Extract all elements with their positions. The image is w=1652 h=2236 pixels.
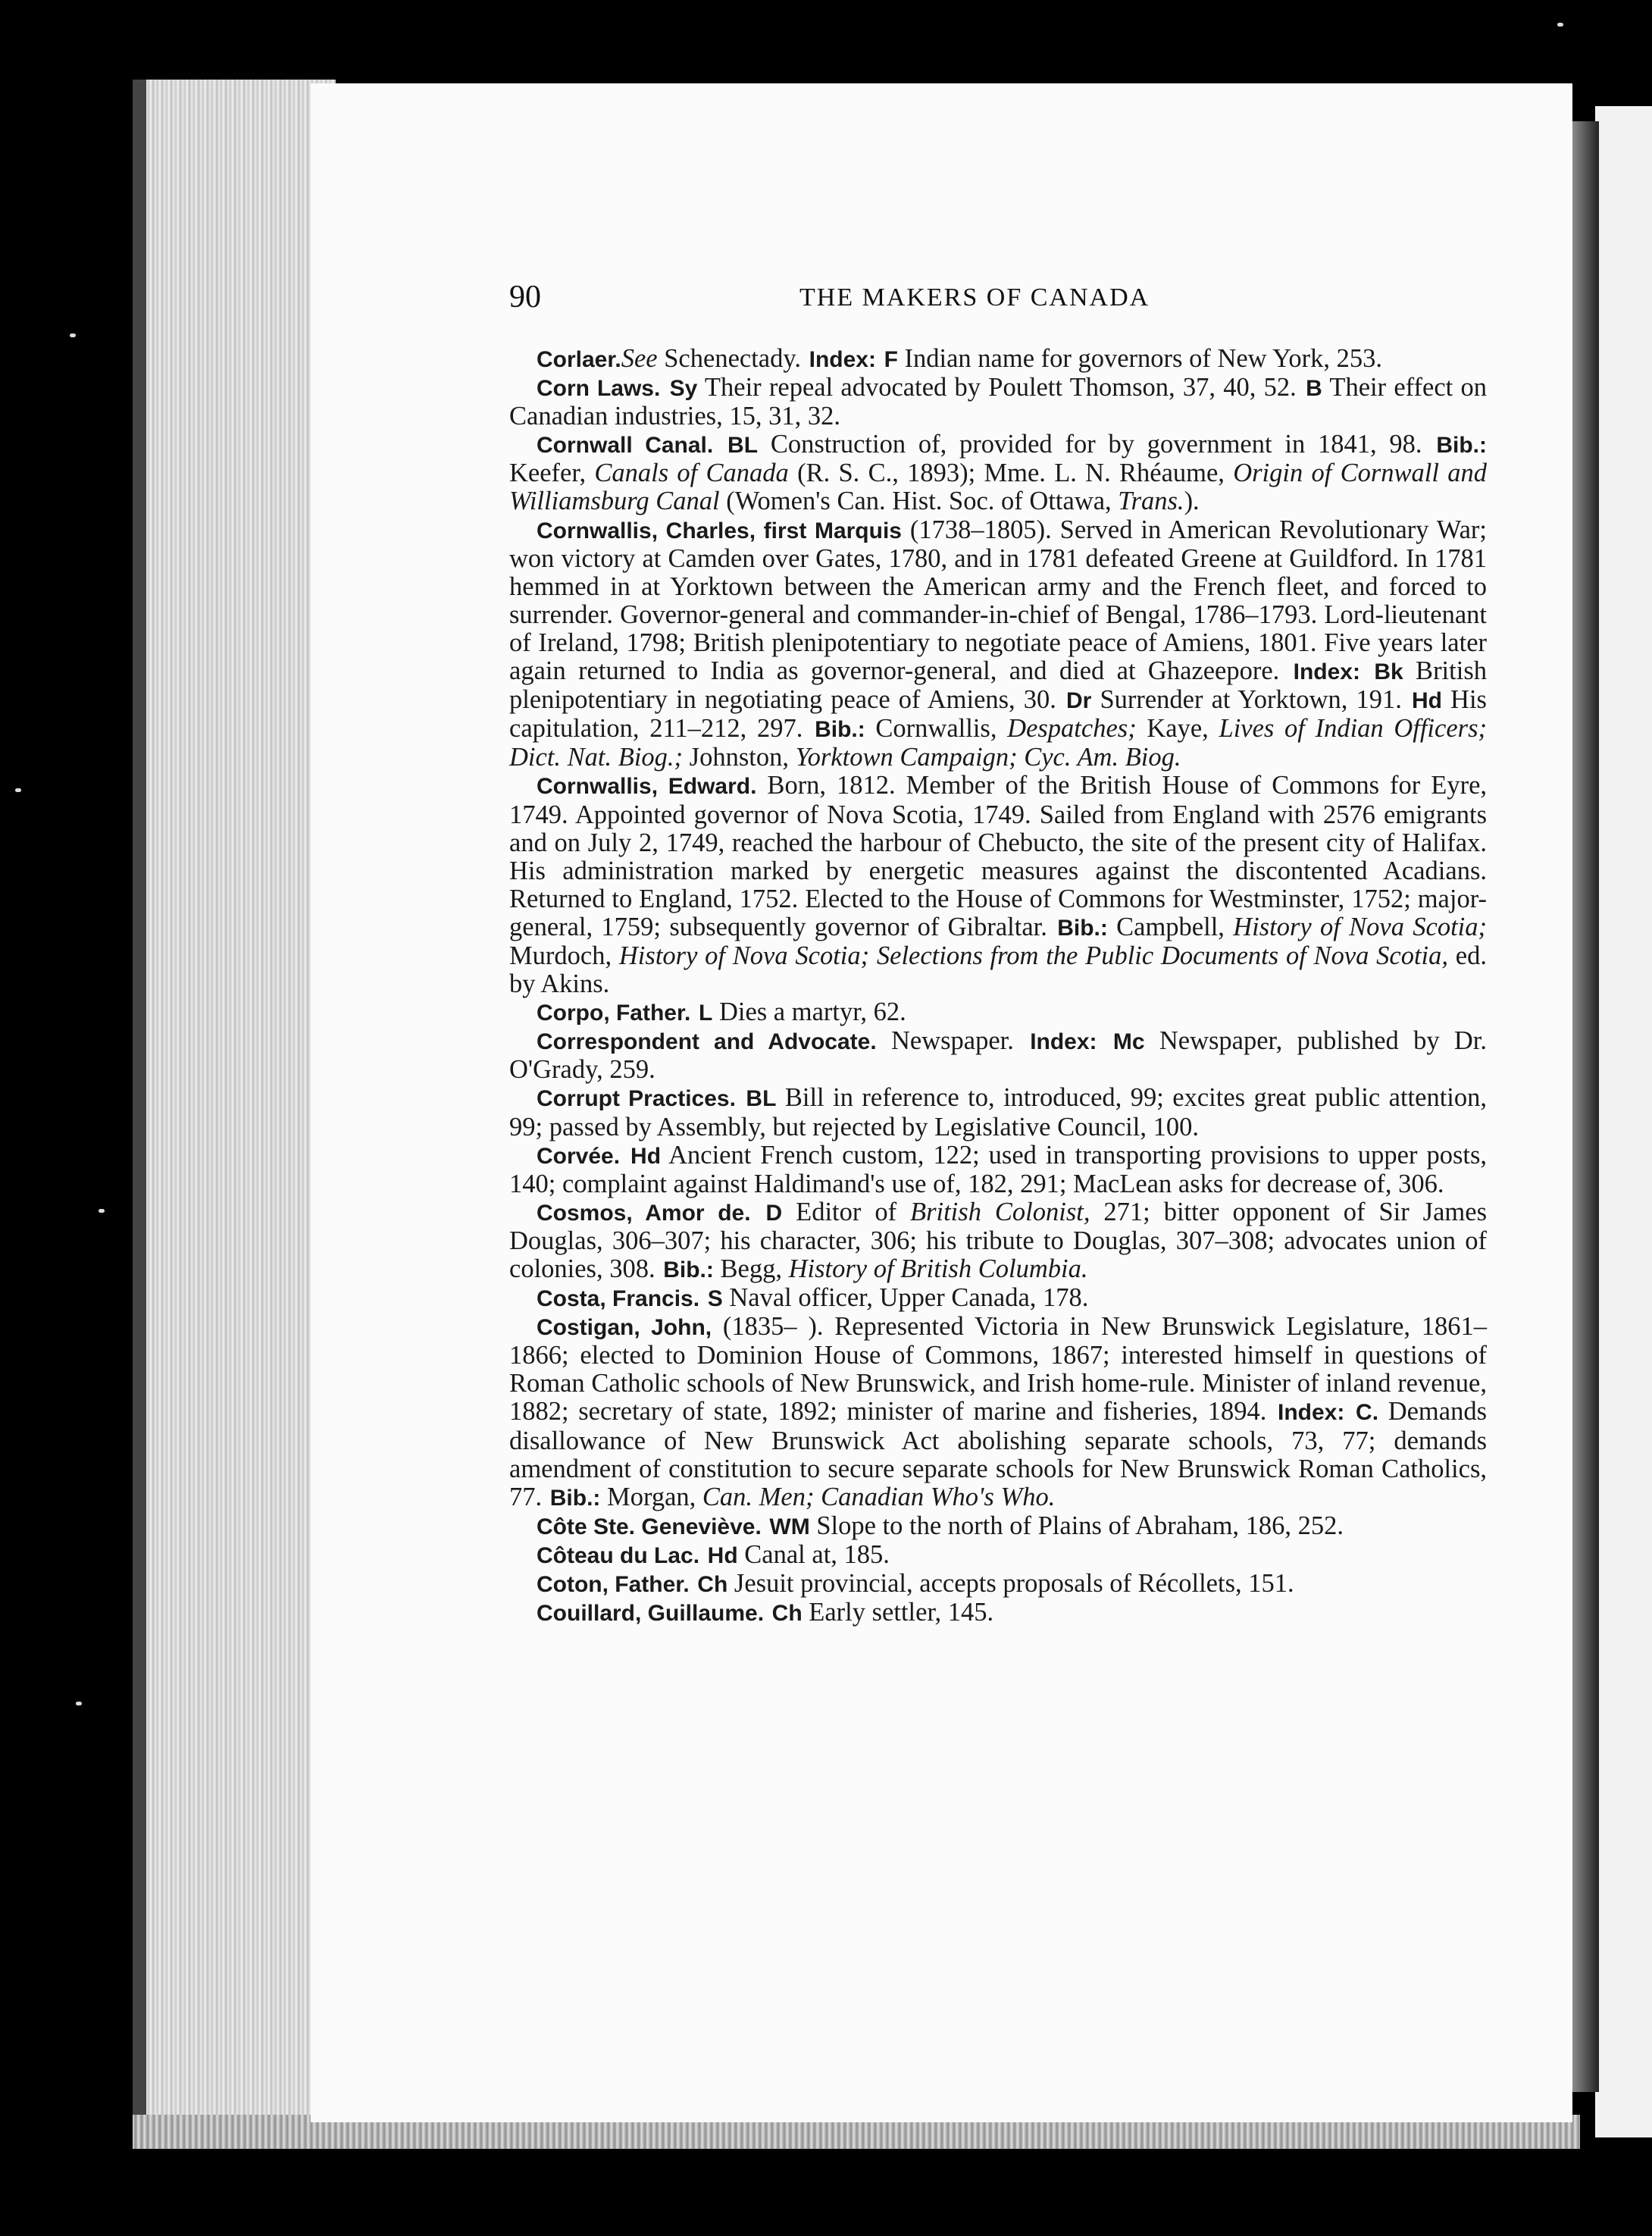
entry-title-italic: Yorktown Campaign; Cyc. Am. Biog. bbox=[795, 743, 1181, 772]
entry-text bbox=[876, 344, 883, 373]
entry-abbreviation: L bbox=[698, 1001, 713, 1026]
entry-text bbox=[1360, 656, 1372, 685]
entry-abbreviation: WM bbox=[769, 1514, 810, 1539]
page-number: 90 bbox=[509, 280, 541, 315]
entry-text: Morgan, bbox=[600, 1482, 702, 1511]
entry-text: Campbell, bbox=[1107, 912, 1234, 941]
entry-headword: Coton, Father. bbox=[537, 1572, 690, 1598]
entry-text: Early settler, 145. bbox=[802, 1598, 994, 1627]
entry-headword: Corpo, Father. bbox=[537, 1001, 691, 1026]
entry-text: Canal at, 185. bbox=[737, 1539, 890, 1569]
scan-speck bbox=[76, 1702, 82, 1705]
entry-abbreviation: Hd bbox=[707, 1542, 738, 1568]
entry-text: Cornwallis, bbox=[865, 714, 1008, 744]
entry-text: Jesuit provincial, accepts proposals of Récollets, 151. bbox=[727, 1569, 1294, 1599]
entry-text: His capitulation, 211–212, 297. bbox=[509, 685, 1487, 744]
index-entry bbox=[509, 345, 1487, 374]
entry-text bbox=[1097, 1026, 1112, 1055]
entry-text bbox=[764, 1598, 771, 1627]
entry-text: Johnston, bbox=[683, 743, 796, 772]
entry-title-italic: Origin of Cornwall and Williamsburg Canal bbox=[509, 459, 1488, 516]
entry-abbreviation: BL bbox=[727, 433, 759, 459]
entry-abbreviation: Bib.: bbox=[549, 1485, 601, 1511]
entry-abbreviation: Hd bbox=[1411, 688, 1442, 714]
entry-headword: Corrupt Practices. bbox=[537, 1086, 736, 1112]
entry-text: Slope to the north of Plains of Abraham, 186, 252. bbox=[809, 1511, 1344, 1540]
entry-text: Their effect on Canadian industries, 15, 31, 32. bbox=[509, 373, 1487, 431]
entry-text: Murdoch, bbox=[509, 941, 619, 970]
index-entry bbox=[509, 374, 1487, 431]
index-entry bbox=[509, 1512, 1487, 1541]
entry-title-italic: Canals of Canada bbox=[594, 459, 789, 488]
index-entry bbox=[509, 1084, 1487, 1141]
entry-abbreviation: Ch bbox=[697, 1572, 728, 1598]
entry-text: Surrender at Yorktown, 191. bbox=[1091, 685, 1410, 715]
entry-headword: Cosmos, Amor de. bbox=[537, 1200, 751, 1226]
entry-headword: Costa, Francis. bbox=[537, 1286, 700, 1312]
book-page-edges bbox=[133, 80, 336, 2145]
entry-abbreviation: S bbox=[707, 1286, 723, 1312]
entry-abbreviation: Bib.: bbox=[1057, 915, 1108, 941]
entry-headword: Correspondent and Advocate. bbox=[537, 1029, 877, 1055]
entry-text: 271; bitter opponent of Sir James Douglas, 306–307; his character, 306; his tribute to Douglas, 307–308; advocates union of colonies, 308. bbox=[509, 1197, 1487, 1283]
index-entry bbox=[509, 516, 1487, 772]
entry-headword: Corn Laws. bbox=[537, 376, 661, 402]
entry-text bbox=[690, 1569, 696, 1598]
index-entry bbox=[509, 1027, 1487, 1084]
entry-text: (R. S. C., 1893); Mme. L. N. Rhéaume, bbox=[788, 459, 1234, 488]
index-entry bbox=[509, 1541, 1487, 1570]
entry-headword: Côte Ste. Geneviève. bbox=[537, 1514, 762, 1539]
entry-abbreviation: C. bbox=[1356, 1400, 1379, 1426]
entry-abbreviation: Bib.: bbox=[815, 717, 865, 743]
index-entry bbox=[509, 431, 1487, 515]
entry-abbreviation: Dr bbox=[1066, 688, 1092, 714]
entry-title-italic: See bbox=[621, 344, 658, 373]
entry-headword: Cornwall Canal. bbox=[537, 433, 714, 459]
entry-text: Born, 1812. Member of the British House of Commons for Eyre, 1749. Appointed governor of Nova Scotia, 1749. Sailed from England with 2576 emigrants and on July 2, 1749, reached the harbour of Chebucto, the site of the present city of Halifax. His administration marked by energetic measures against the discontented Acadians. Returned to England, 1752. Elected to the House of Commons for Westminster, 1752; major-general, 1759; subsequently governor of Gibraltar. bbox=[509, 771, 1488, 941]
entry-text: Keefer, bbox=[509, 459, 595, 488]
entry-abbreviation: Bk bbox=[1374, 659, 1403, 685]
entry-headword: Couillard, Guillaume. bbox=[537, 1601, 765, 1627]
entry-abbreviation: Bib.: bbox=[663, 1257, 714, 1282]
entry-headword: Côteau du Lac. bbox=[537, 1542, 700, 1568]
entry-abbreviation: Ch bbox=[771, 1601, 803, 1627]
gutter-shadow bbox=[1569, 121, 1599, 2092]
entry-text: Construction of, provided for by government in 1841, 98. bbox=[758, 430, 1435, 459]
entry-headword: Corvée. bbox=[537, 1143, 621, 1169]
entry-title-italic: British Colonist, bbox=[910, 1197, 1090, 1226]
index-entry bbox=[509, 1198, 1487, 1284]
index-entry bbox=[509, 1599, 1487, 1627]
entry-text: British plenipotentiary in negotiating peace of Amiens, 30. bbox=[509, 656, 1487, 715]
scan-speck bbox=[70, 334, 76, 337]
entry-text bbox=[620, 1141, 629, 1170]
entry-headword: Cornwallis, Edward. bbox=[537, 774, 757, 800]
entry-abbreviation: BL bbox=[746, 1086, 777, 1112]
entry-title-italic: Can. Men; Canadian Who's Who. bbox=[702, 1482, 1056, 1511]
entry-text: (Women's Can. Hist. Soc. of Ottawa, bbox=[719, 487, 1119, 516]
entry-text: Begg, bbox=[713, 1254, 789, 1283]
entry-abbreviation: D bbox=[765, 1200, 783, 1226]
entry-abbreviation: Index: bbox=[1030, 1029, 1097, 1055]
entry-title-italic: History of British Columbia. bbox=[788, 1254, 1088, 1283]
entry-text bbox=[751, 1198, 765, 1226]
entry-text bbox=[1344, 1397, 1354, 1426]
scan-speck bbox=[15, 788, 21, 792]
entry-text: Demands disallowance of New Brunswick Act abolishing separate schools, 73, 77; demands amendment of constitution to secure separate schools for New Brunswick Roman Catholics, 77. bbox=[509, 1397, 1488, 1511]
entry-abbreviation: Mc bbox=[1112, 1029, 1145, 1055]
entry-abbreviation: Hd bbox=[630, 1143, 662, 1169]
index-entry bbox=[509, 1313, 1487, 1512]
entry-text: Ancient French custom, 122; used in transporting provisions to upper posts, 140; complaint against Haldimand's use of, 182, 291; MacLean asks for decrease of, 306. bbox=[509, 1140, 1488, 1198]
entry-abbreviation: Sy bbox=[669, 376, 698, 402]
entry-text bbox=[736, 1083, 744, 1112]
entry-text bbox=[660, 373, 668, 402]
entry-title-italic: Lives of Indian Officers; Dict. Nat. Biog.; bbox=[509, 714, 1487, 772]
entry-text bbox=[713, 430, 726, 459]
entry-text: Editor of bbox=[782, 1197, 911, 1226]
entry-text: Newspaper. bbox=[876, 1026, 1029, 1056]
index-entries bbox=[509, 345, 1487, 1627]
entry-text: ). bbox=[1184, 487, 1200, 516]
entry-abbreviation: Index: bbox=[809, 347, 876, 372]
entry-text: Naval officer, Upper Canada, 178. bbox=[722, 1283, 1089, 1313]
entry-title-italic: History of Nova Scotia; Selections from the Public Documents of Nova Scotia, bbox=[618, 941, 1449, 970]
entry-abbreviation: B bbox=[1306, 376, 1322, 402]
entry-text: (1738–1805). Served in American Revolutionary War; won victory at Camden over Gates, 1780, and in 1781 defeated Greene at Guildford. In 1781 hemmed in at Yorktown between the American army and the French fleet, and forced to surrender. Governor-general and commander-in-chief of Bengal, 1786–1793. Lord-lieutenant of Ireland, 1798; British plenipotentiary to negotiate peace of Amiens, 1801. Five years later again returned to India as governor-general, and died at Ghazeepore. bbox=[509, 515, 1487, 686]
index-entry bbox=[509, 772, 1487, 998]
scan-speck bbox=[99, 1209, 105, 1213]
index-entry bbox=[509, 1141, 1487, 1198]
entry-text: Their repeal advocated by Poulett Thomson, 37, 40, 52. bbox=[697, 373, 1305, 402]
entry-text bbox=[699, 1283, 706, 1312]
entry-text bbox=[690, 997, 697, 1026]
entry-abbreviation: F bbox=[884, 347, 898, 372]
entry-text bbox=[699, 1540, 706, 1569]
entry-text: (1835– ). Represented Victoria in New Brunswick Legislature, 1861–1866; elected to Dominion House of Commons, 1867; interested himself in questions of Roman Catholic schools of New Brunswick, and Irish home-rule. Minister of inland revenue, 1882; secretary of state, 1892; minister of marine and fisheries, 1894. bbox=[509, 1312, 1488, 1426]
entry-text bbox=[762, 1511, 768, 1540]
entry-abbreviation: Index: bbox=[1278, 1400, 1345, 1426]
entry-text: Newspaper, published by Dr. O'Grady, 259. bbox=[509, 1026, 1488, 1085]
entry-headword: Costigan, John, bbox=[537, 1315, 712, 1341]
entry-headword: Cornwallis, Charles, first Marquis bbox=[537, 518, 902, 543]
entry-text: Schenectady. bbox=[657, 344, 808, 373]
entry-title-italic: Trans. bbox=[1118, 487, 1184, 516]
entry-text: Bill in reference to, introduced, 99; excites great public attention, 99; passed by Assembly, but rejected by Legislative Council, 100. bbox=[509, 1083, 1487, 1141]
entry-text: Dies a martyr, 62. bbox=[712, 997, 906, 1027]
entry-text: Kaye, bbox=[1136, 714, 1219, 744]
index-entry bbox=[509, 1570, 1487, 1599]
entry-headword: Corlaer. bbox=[537, 347, 621, 372]
entry-title-italic: Despatches; bbox=[1007, 714, 1137, 744]
index-entry bbox=[509, 998, 1487, 1027]
entry-text: Indian name for governors of New York, 253. bbox=[897, 344, 1383, 373]
entry-text: ed. by Akins. bbox=[509, 941, 1487, 999]
index-entry bbox=[509, 1284, 1487, 1313]
scan-speck bbox=[1557, 23, 1563, 27]
entry-abbreviation: Index: bbox=[1293, 659, 1360, 685]
adjacent-page-edge bbox=[1595, 106, 1652, 2137]
entry-abbreviation: Bib.: bbox=[1436, 433, 1488, 459]
running-head: THE MAKERS OF CANADA bbox=[799, 283, 1150, 312]
entry-title-italic: History of Nova Scotia; bbox=[1233, 912, 1487, 941]
